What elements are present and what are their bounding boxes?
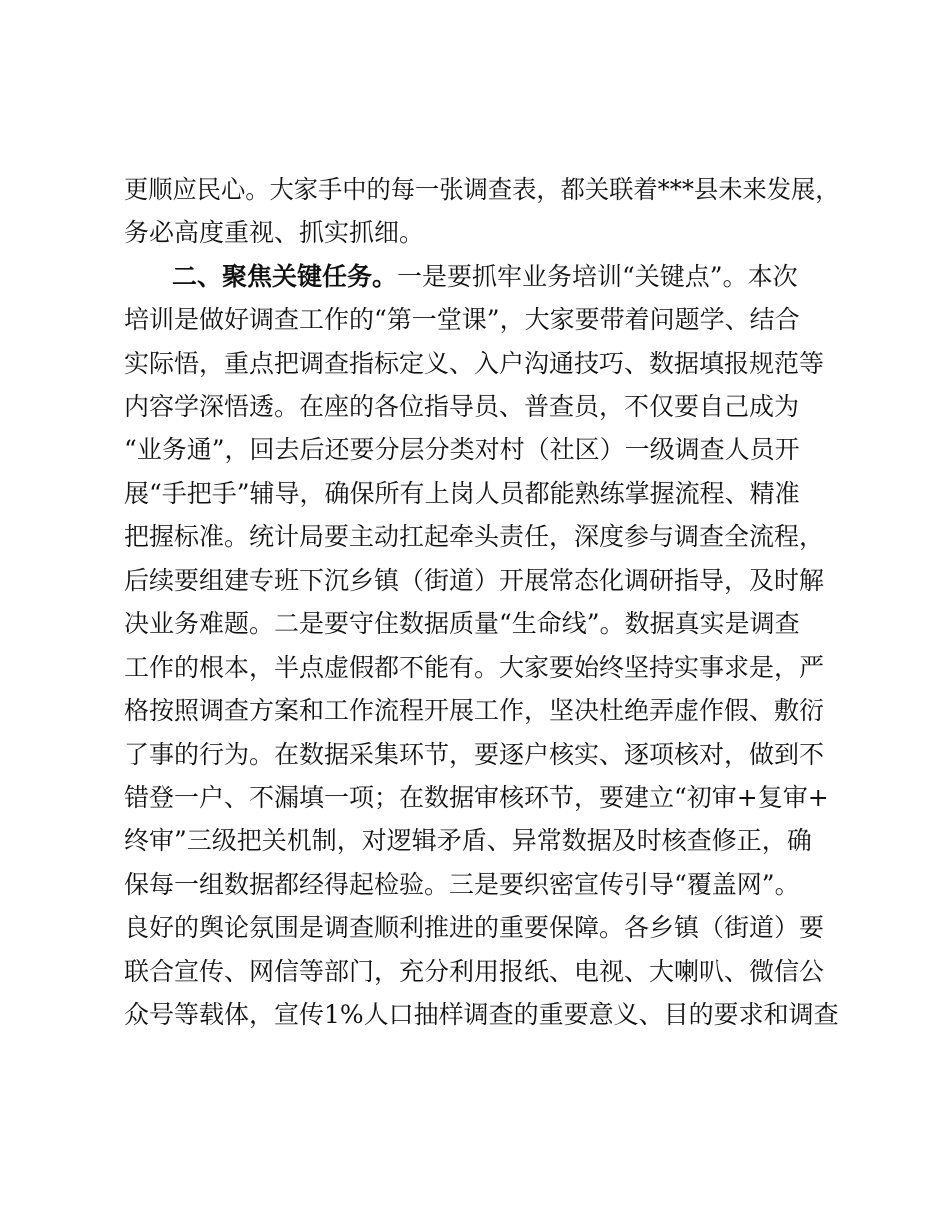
body-line-14: 了事的行为。在数据采集环节，要逐户核实、逐项核对，做到不: [124, 740, 825, 769]
body-line-20: 众号等载体，宣传1%人口抽样调查的重要意义、目的要求和调查: [124, 1000, 839, 1029]
body-line-15: 错登一户、不漏填一项；在数据审核环节，要建立“初审+复审+: [124, 783, 829, 812]
body-line-7: “业务通”，回去后还要分层分类对村（社区）一级调查人员开: [124, 435, 800, 464]
body-line-19: 联合宣传、网信等部门，充分利用报纸、电视、大喇叭、微信公: [124, 957, 825, 986]
section-lead-text: 一是要抓牢业务培训“关键点”。本次: [397, 262, 798, 291]
body-line-17: 保每一组数据都经得起检验。三是要织密宣传引导“覆盖网”。: [124, 870, 800, 899]
body-line-13: 格按照调查方案和工作流程开展工作，坚决杜绝弄虚作假、敷衍: [124, 696, 825, 725]
body-line-1: 更顺应民心。大家手中的每一张调查表，都关联着***县未来发展，: [124, 175, 840, 204]
body-line-5: 实际悟，重点把调查指标定义、入户沟通技巧、数据填报规范等: [124, 349, 825, 378]
body-line-2: 务必高度重视、抓实抓细。: [124, 218, 425, 247]
body-line-11: 决业务难题。二是要守住数据质量“生命线”。数据真实是调查: [124, 609, 800, 638]
body-line-4: 培训是做好调查工作的“第一堂课”，大家要带着问题学、结合: [124, 305, 800, 334]
section-heading: 二、聚焦关键任务。: [172, 262, 398, 291]
body-line-16: 终审”三级把关机制，对逻辑矛盾、异常数据及时核查修正，确: [124, 826, 812, 855]
body-line-3: [172, 259, 798, 295]
body-line-9: 把握标准。统计局要主动扛起牵头责任，深度参与调查全流程，: [124, 522, 825, 551]
body-line-8: 展“手把手”辅导，确保所有上岗人员都能熟练掌握流程、精准: [124, 479, 800, 508]
body-line-6: 内容学深悟透。在座的各位指导员、普查员，不仅要自己成为: [124, 392, 800, 421]
body-line-10: 后续要组建专班下沉乡镇（街道）开展常态化调研指导，及时解: [124, 566, 825, 595]
body-line-12: 工作的根本，半点虚假都不能有。大家要始终坚持实事求是，严: [124, 653, 825, 682]
body-line-18: 良好的舆论氛围是调查顺利推进的重要保障。各乡镇（街道）要: [124, 913, 825, 942]
